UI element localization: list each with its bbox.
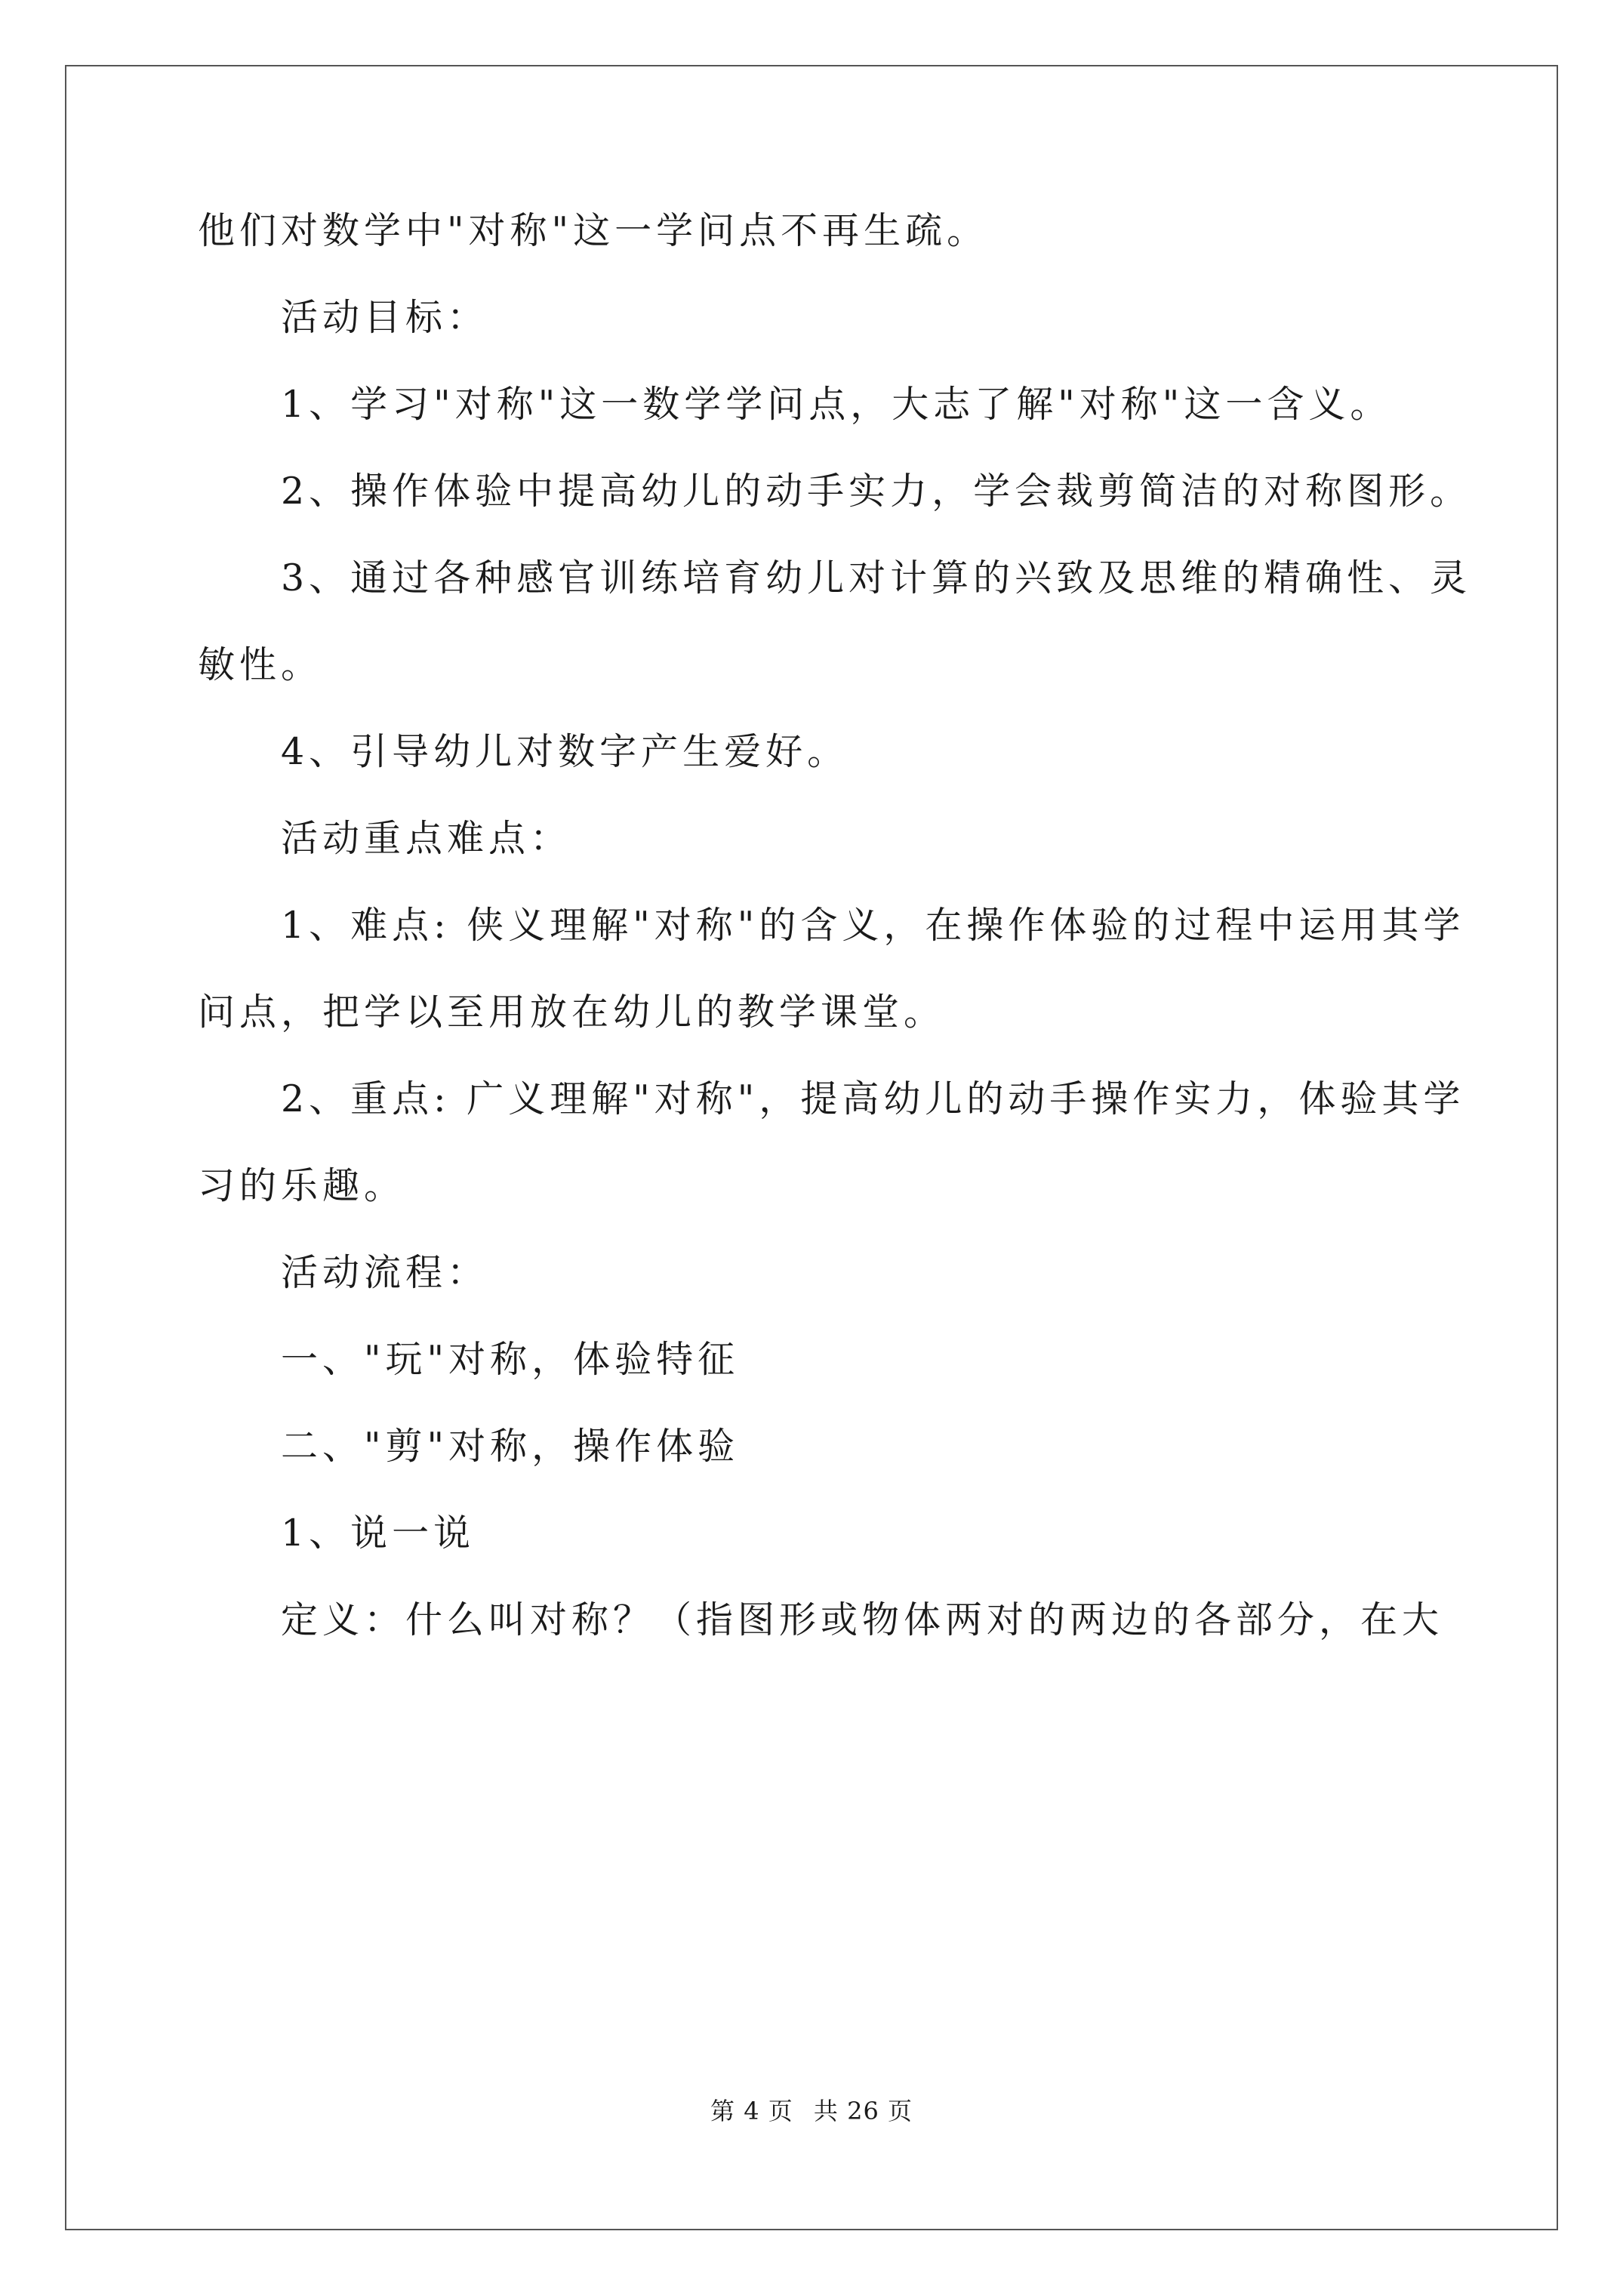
paragraph-line: 1、难点: 侠义理解"对称"的含义，在操作体验的过程中运用其学	[281, 904, 1465, 947]
paragraph-line: 一、"玩"对称，体验特征	[281, 1338, 740, 1381]
paragraph-line: 二、"剪"对称，操作体验	[281, 1425, 740, 1468]
section-heading: 活动重点难点：	[281, 817, 572, 860]
paragraph-line: 1、说一说	[281, 1512, 476, 1555]
section-heading: 活动目标：	[281, 296, 489, 339]
paragraph-line: 4、引导幼儿对数字产生爱好。	[281, 730, 849, 773]
section-heading: 活动流程：	[281, 1251, 489, 1294]
paragraph-line: 他们对数学中"对称"这一学问点不再生疏。	[198, 209, 989, 252]
paragraph-line: 3、通过各种感官训练培育幼儿对计算的兴致及思维的精确性、灵	[281, 556, 1472, 599]
paragraph-line: 2、操作体验中提高幼儿的动手实力，学会裁剪简洁的对称图形。	[281, 470, 1472, 513]
paragraph-line: 1、学习"对称"这一数学学问点，大志了解"对称"这一含义。	[281, 383, 1392, 426]
page-number: 第 4 页	[710, 2097, 793, 2125]
paragraph-line: 2、重点: 广义理解"对称"，提高幼儿的动手操作实力，体验其学	[281, 1077, 1465, 1120]
page-footer	[0, 2096, 1623, 2126]
paragraph-line: 问点，把学以至用放在幼儿的教学课堂。	[198, 991, 946, 1034]
paragraph-line: 敏性。	[198, 643, 323, 686]
paragraph-line: 习的乐趣。	[198, 1164, 406, 1207]
paragraph-line: 定义：什么叫对称？（指图形或物体两对的两边的各部分，在大	[281, 1598, 1444, 1641]
page-total: 共 26 页	[813, 2097, 913, 2125]
